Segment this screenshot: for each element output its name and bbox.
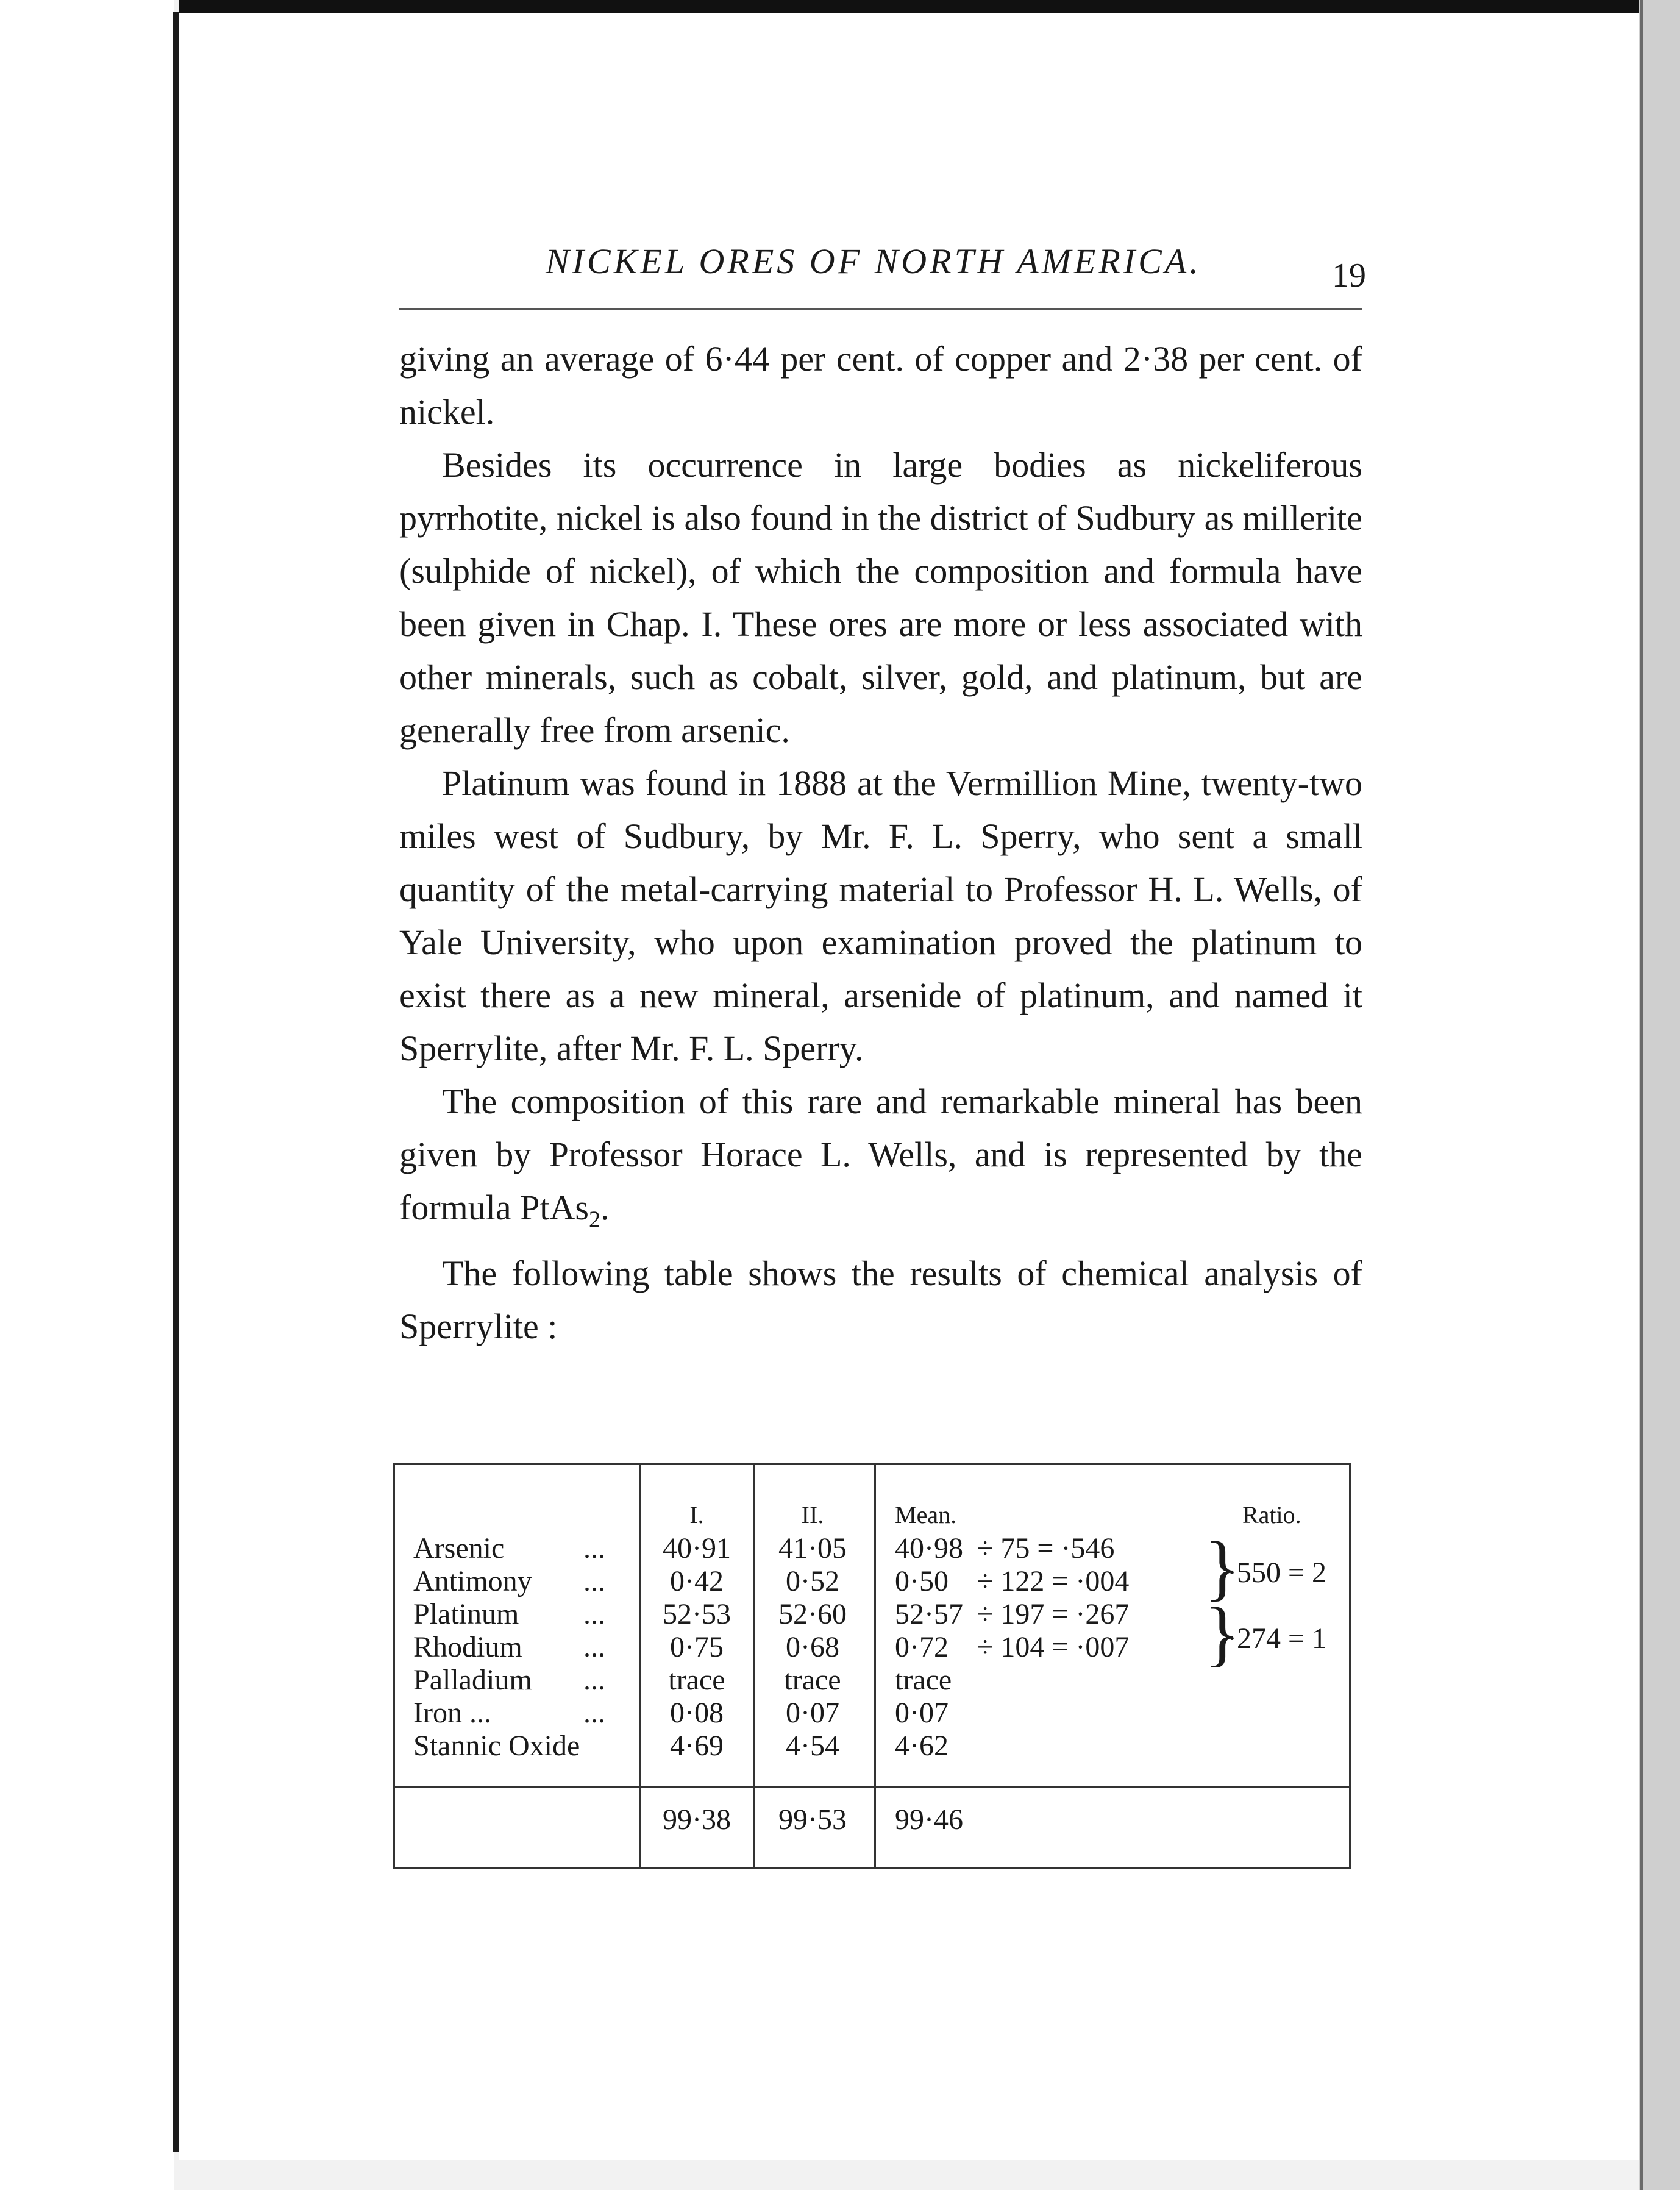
running-header: NICKEL ORES OF NORTH AMERICA. xyxy=(546,241,1201,281)
table-cell: 0·68 xyxy=(786,1631,839,1663)
ratio-calculation-column xyxy=(977,1532,1209,1664)
leader-dots: ... xyxy=(583,1598,605,1630)
paragraph-4-end: . xyxy=(600,1188,610,1227)
ratio-value: ·274 = 1 xyxy=(1227,1622,1327,1655)
table-row xyxy=(413,1598,605,1631)
paragraph-1: giving an average of 6·44 per cent. of copper and 2·38 per cent. of nickel. xyxy=(399,339,1362,432)
total-cell: 99·53 xyxy=(778,1803,847,1836)
table-cell: ÷ 104 = ·007 xyxy=(977,1631,1130,1663)
body-text xyxy=(399,332,1362,1353)
mean-column xyxy=(895,1532,986,1763)
paragraph-4 xyxy=(399,1075,1362,1247)
table-divider xyxy=(753,1465,755,1867)
table-cell: trace xyxy=(668,1664,725,1696)
material-name: Arsenic xyxy=(413,1532,505,1564)
material-name: Platinum xyxy=(413,1598,519,1630)
material-column xyxy=(413,1532,605,1763)
scan-top-border xyxy=(179,0,1680,13)
table-cell: trace xyxy=(895,1664,952,1696)
total-cell: 99·38 xyxy=(663,1803,731,1836)
table-cell: 0·52 xyxy=(786,1565,839,1597)
table-row xyxy=(413,1730,605,1763)
formula-subscript: 2 xyxy=(588,1207,600,1233)
table-row xyxy=(413,1664,605,1697)
table-cell: 0·42 xyxy=(670,1565,724,1597)
ratio-value: ·550 = 2 xyxy=(1227,1557,1327,1589)
table-cell: 40·98 xyxy=(895,1532,963,1564)
scan-margin xyxy=(0,0,174,2190)
table-divider xyxy=(874,1465,876,1867)
table-row xyxy=(413,1631,605,1664)
table-cell: ÷ 75 = ·546 xyxy=(977,1532,1115,1564)
page-number: 19 xyxy=(1332,257,1366,294)
material-name: Stannic Oxide xyxy=(413,1730,580,1762)
leader-dots: ... xyxy=(583,1664,605,1696)
analysis-table xyxy=(393,1463,1351,1869)
table-cell: 52·57 xyxy=(895,1598,963,1630)
table-cell: ÷ 122 = ·004 xyxy=(977,1565,1130,1597)
material-name: Antimony xyxy=(413,1565,532,1597)
table-cell: 52·53 xyxy=(663,1598,731,1630)
paragraph-2: Besides its occurrence in large bodies as nickeliferous pyrrhotite, nickel is also found in the district of Sudbury as millerite (sulphide of nickel), of which the composition and formula have been given in Chap. I. These ores are more or less associated with other minerals, such as cobalt, silver, gold, and platinum, but are generally free from arsenic. xyxy=(399,445,1362,750)
table-cell: 52·60 xyxy=(778,1598,847,1630)
leader-dots: ... xyxy=(583,1532,605,1564)
table-cell: 4·62 xyxy=(895,1730,949,1762)
material-name: Rhodium xyxy=(413,1631,522,1663)
table-cell: 4·54 xyxy=(786,1730,839,1762)
leader-dots: ... xyxy=(583,1631,605,1663)
paragraph-3: Platinum was found in 1888 at the Vermillion Mine, twenty-two miles west of Sudbury, by Mr. F. L. Sperry, who sent a small quantity of the metal-carrying material to Professor H. L. Wells, of Yale University, who upon examination proved the platinum to exist there as a new mineral, arsenide of platinum, and named it Sperrylite, after Mr. F. L. Sperry. xyxy=(399,763,1362,1068)
table-cell: 41·05 xyxy=(778,1532,847,1564)
leader-dots: ... xyxy=(583,1697,605,1729)
table-row xyxy=(413,1697,605,1730)
material-name: Iron ... xyxy=(413,1697,491,1729)
column-header-mean: Mean. xyxy=(895,1501,957,1528)
scan-right-border xyxy=(1639,0,1680,2190)
table-cell: ÷ 197 = ·267 xyxy=(977,1598,1130,1630)
table-cell: 0·72 xyxy=(895,1631,949,1663)
totals-rule xyxy=(395,1786,1349,1788)
table-cell: 0·50 xyxy=(895,1565,949,1597)
column-header-2: II. xyxy=(801,1501,824,1528)
table-row xyxy=(413,1532,605,1565)
brace-icon: } xyxy=(1205,1593,1240,1674)
table-cell: trace xyxy=(784,1664,841,1696)
leader-dots: ... xyxy=(583,1565,605,1597)
total-cell: 99·46 xyxy=(895,1803,963,1836)
analysis-2-column xyxy=(767,1532,858,1763)
book-spine-edge xyxy=(173,12,179,2152)
column-header-ratio: Ratio. xyxy=(1242,1501,1301,1528)
table-row xyxy=(413,1565,605,1598)
table-cell: 0·07 xyxy=(895,1697,949,1729)
page-right-edge xyxy=(1640,0,1643,2190)
brace-icon: } xyxy=(1205,1527,1240,1608)
table-cell: 0·08 xyxy=(670,1697,724,1729)
material-name: Palladium xyxy=(413,1664,532,1696)
paragraph-4-text: The composition of this rare and remarkable mineral has been given by Professor Horace L. Wells, and is represented by the formula PtAs xyxy=(399,1082,1362,1227)
paragraph-5: The following table shows the results of chemical analysis of Sperrylite : xyxy=(399,1253,1362,1346)
table-cell: 0·07 xyxy=(786,1697,839,1729)
column-header-1: I. xyxy=(689,1501,704,1528)
table-cell: 0·75 xyxy=(670,1631,724,1663)
table-cell: 4·69 xyxy=(670,1730,724,1762)
table-divider xyxy=(639,1465,641,1867)
table-cell: 40·91 xyxy=(663,1532,731,1564)
header-rule xyxy=(399,308,1362,310)
analysis-1-column xyxy=(651,1532,742,1763)
